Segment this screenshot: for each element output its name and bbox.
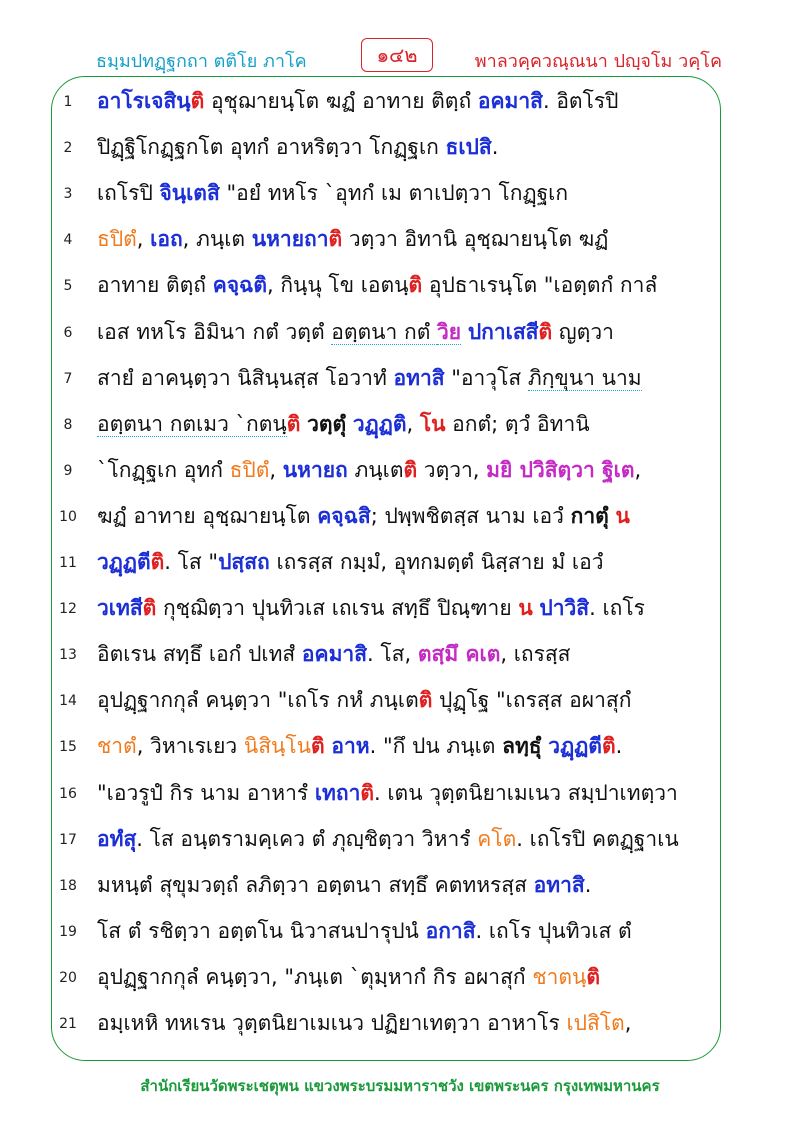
line-number: 5 (63, 278, 73, 295)
line-number: 15 (59, 739, 77, 756)
text-segment: กุชฺฌิตฺวา ปุนทิวเส เถเรน สทฺธึ ปิณฺฑาย (156, 596, 519, 621)
text-segment: . โส, (367, 642, 418, 667)
text-segment: , (624, 1011, 632, 1035)
text-segment: เอส ทหโร อิมินา กตํ วตฺตํ (97, 319, 332, 344)
line-text (97, 727, 722, 765)
line-text (97, 82, 722, 120)
text-segment: จินฺเตสิ (159, 181, 220, 206)
line-number: 13 (59, 647, 77, 664)
line-text (97, 174, 722, 212)
text-line (0, 912, 800, 950)
text-segment: , ภนฺเต (182, 227, 252, 252)
text-segment: นิสินฺโน (243, 734, 312, 759)
publisher-footer: สำนักเรียนวัดพระเชตุพน แขวงพระบรมมหาราชวัง เขตพระนคร กรุงเทพมหานคร (140, 1077, 660, 1095)
text-line (0, 681, 800, 719)
line-text (97, 958, 722, 996)
text-segment: ติ (142, 596, 157, 621)
text-segment: น (518, 596, 533, 621)
text-segment: เถรสฺส กมฺมํ, อุทกมตฺตํ นิสฺสาย มํ เอวํ (269, 550, 604, 574)
text-segment: ภนฺเต (347, 457, 404, 482)
line-text (97, 220, 722, 258)
text-segment: เปสิโต (566, 1011, 625, 1035)
text-segment: สายํ อาคนฺตฺวา นิสินฺนสฺส โอวาทํ (97, 365, 394, 390)
line-number: 20 (59, 969, 77, 986)
text-segment: ติ (408, 273, 423, 298)
text-segment: ธปิตํ (229, 457, 270, 482)
text-line (0, 220, 800, 258)
line-number: 4 (63, 232, 73, 249)
text-segment: วตฺตุํ (307, 411, 347, 436)
text-segment (346, 412, 353, 436)
line-number: 18 (59, 877, 77, 894)
text-line (0, 958, 800, 996)
text-segment: วตฺวา อิทานิ อุชฺฌายนฺโต ฆฏํ (342, 227, 609, 252)
text-segment: มหนฺตํ สุขุมวตฺถํ ลภิตฺวา อตฺตนา สทฺธึ คตทหรสฺส (97, 872, 534, 897)
text-segment: , กินฺนุ โข เอตนฺ (266, 273, 409, 298)
text-segment: , (269, 457, 283, 482)
line-text (97, 589, 722, 627)
text-segment: , (634, 457, 642, 482)
line-number: 9 (63, 462, 73, 479)
text-segment: อคมาสิ (301, 642, 368, 667)
line-number: 14 (59, 693, 77, 710)
line-text (97, 405, 722, 443)
text-segment: โน (419, 411, 446, 436)
text-line (0, 451, 800, 489)
text-segment: นหายถ (282, 457, 348, 482)
text-line (0, 497, 800, 535)
text-segment: . "กึ ปน ภนฺเต (369, 734, 503, 759)
text-segment: ญตฺวา (552, 319, 614, 344)
text-segment: ฆฏํ อาทาย อุชฺฌายนฺโต (97, 503, 318, 528)
text-segment: ติ (418, 688, 433, 713)
line-text (97, 451, 722, 489)
line-number: 1 (63, 94, 73, 110)
text-line (0, 635, 800, 673)
text-segment: ปุฏฺโฐ "เถรสฺส อผาสุกํ (432, 688, 632, 713)
text-segment: , (136, 227, 151, 252)
line-text (97, 635, 722, 673)
text-segment: . (584, 872, 592, 897)
text-line (0, 774, 800, 812)
page-number: ๑๔๒ (361, 38, 433, 72)
line-number: 7 (63, 370, 73, 387)
text-segment: อกตํ; ตฺวํ อิทานิ (445, 411, 590, 436)
text-segment: ปาวิสิ (539, 596, 590, 621)
text-segment: . โส อนฺตรามคฺเคว ตํ ภุญฺชิตฺวา วิหารํ (136, 826, 478, 851)
text-segment: . เถโรปิ คตฏฺฐาเน (516, 826, 679, 851)
text-segment: , เถรสฺส (500, 642, 571, 667)
text-segment: น (615, 503, 630, 528)
text-line (0, 266, 800, 304)
text-segment: ติ (538, 319, 553, 344)
text-segment: อุปฏฺฐากกุลํ คนฺตฺวา, "ภนฺเต `ตุมฺหากํ กิร อผาสุกํ (97, 964, 533, 989)
text-segment: . เตน วุตฺตนิยาเมเนว สมฺปาเทตฺวา (374, 780, 678, 805)
text-segment: วฏฺฏติ (352, 411, 407, 436)
text-segment: อาทาย ติตฺถํ (97, 273, 213, 298)
text-segment: เทถา (314, 780, 361, 805)
text-segment: . (615, 734, 623, 759)
text-line (0, 820, 800, 858)
text-line (0, 359, 800, 397)
line-number: 2 (63, 140, 73, 157)
text-segment: . (491, 135, 499, 160)
text-segment: วเทสี (97, 596, 143, 621)
text-segment: อุปฏฺฐากกุลํ คนฺตฺวา "เถโร กหํ ภนฺเต (97, 688, 419, 713)
text-line (0, 82, 800, 120)
text-segment: ธปิตํ (97, 227, 137, 252)
line-number: 19 (59, 923, 77, 940)
text-segment: . เถโร (589, 596, 645, 621)
text-segment: วตฺวา, (417, 457, 487, 482)
text-segment: คจฺฉติ (212, 273, 267, 298)
text-segment: . เถโร ปุนทิวเส ตํ (475, 918, 632, 943)
text-segment: อทาสิ (393, 365, 445, 390)
text-segment (461, 320, 468, 344)
text-segment: ติ (190, 89, 205, 113)
text-segment: ชาตํ (97, 734, 137, 759)
line-number: 8 (63, 416, 73, 433)
text-line (0, 128, 800, 166)
line-number: 21 (59, 1016, 77, 1032)
line-text (97, 1004, 722, 1042)
line-text (97, 497, 722, 535)
text-segment: ปสฺสถ (218, 550, 270, 574)
text-segment: อตฺตนา กตํ (331, 319, 438, 344)
text-line (0, 174, 800, 212)
text-segment: มยิ ปวิสิตฺวา ฐิเต (486, 457, 635, 482)
text-segment: ติ (403, 457, 418, 482)
line-number: 16 (59, 785, 77, 802)
text-segment: อาห (331, 734, 370, 759)
text-segment: อตฺตนา กตเมว `กตนฺ (97, 411, 287, 436)
line-number: 11 (59, 555, 77, 571)
text-segment: อาโรเจสินฺ (97, 89, 191, 113)
text-line (0, 543, 800, 581)
text-segment: อิตเรน สทฺธึ เอกํ ปเทสํ (97, 642, 302, 667)
text-segment: วฏฺฏตี (97, 550, 151, 574)
text-segment: ปิฏฺฐิโกฏฺฐกโต อุทกํ อาหริตฺวา โกฏฺฐเก (97, 135, 446, 160)
text-line (0, 1004, 800, 1042)
chapter-title: พาลวคฺควณฺณนา ปญฺจโม วคฺโค (474, 51, 722, 72)
text-segment: ตสฺมึ คเต (417, 642, 501, 667)
book-title: ธมฺมปทฏฺฐกถา ตติโย ภาโค (96, 51, 307, 72)
text-segment: ติ (328, 227, 343, 252)
text-segment: อทาสิ (533, 872, 585, 897)
text-segment: ติ (311, 734, 325, 759)
text-segment: โส ตํ รชิตฺวา อตฺตโน นิวาสนปารุปนํ (97, 918, 426, 943)
text-line (0, 589, 800, 627)
text-segment: ภิกฺขุนา นาม (527, 365, 642, 390)
text-segment: วฏฺฏตี (548, 734, 602, 759)
text-line (0, 866, 800, 904)
text-segment: `โกฏฺฐเก อุทกํ (97, 457, 230, 482)
line-text (97, 266, 722, 304)
text-segment: ลทฺธุํ (502, 734, 542, 759)
text-segment: ติ (360, 780, 375, 805)
text-segment: เอถ (150, 227, 183, 252)
text-segment: ชาตนฺ (532, 964, 587, 989)
text-segment: ติ (286, 411, 301, 436)
page-header (0, 38, 800, 78)
text-segment: ติ (601, 734, 616, 759)
text-line (0, 313, 800, 351)
text-segment: ติ (586, 964, 600, 989)
text-segment: อมฺเหหิ ทหเรน วุตฺตนิยาเมเนว ปฏิยาเทตฺวา อาหาโร (97, 1011, 567, 1035)
text-segment: ปกาเสสี (467, 319, 539, 344)
text-segment: อทํสุ (97, 826, 137, 851)
line-number: 10 (59, 508, 77, 525)
text-segment: เถโรปิ (97, 181, 160, 206)
text-segment: "อาวุโส (444, 365, 528, 390)
text-segment: ; ปพฺพชิตสฺส นาม เอวํ (370, 503, 571, 528)
text-segment: อุชุฌายนฺโต ฆฏํ อาทาย ติตฺถํ (204, 89, 478, 113)
text-segment: อคมาสิ (477, 89, 543, 113)
line-text (97, 912, 722, 950)
line-text (97, 313, 722, 351)
text-segment: ติ (150, 550, 165, 574)
text-segment: ธเปสิ (445, 135, 492, 160)
text-segment: คโต (477, 826, 517, 851)
text-segment: นหายถา (251, 227, 329, 252)
line-text (97, 359, 722, 397)
text-segment: คจฺฉสิ (317, 503, 371, 528)
line-number: 3 (63, 186, 73, 203)
line-number: 12 (59, 601, 77, 618)
text-segment: , วิหาเรเยว (136, 734, 244, 759)
text-segment: "เอวรูปํ กิร นาม อาหารํ (97, 780, 315, 805)
line-text (97, 774, 722, 812)
text-segment: "อยํ ทหโร `อุทกํ เม ตาเปตฺวา โกฏฺฐเก (219, 181, 569, 206)
line-text (97, 820, 722, 858)
text-segment: อกาสิ (425, 918, 476, 943)
text-line (0, 727, 800, 765)
text-segment: . อิตโรปิ (542, 89, 619, 113)
line-number: 6 (63, 324, 73, 341)
line-text (97, 543, 722, 581)
text-segment: . โส " (164, 550, 219, 574)
line-number: 17 (59, 831, 77, 848)
text-segment: วิย (437, 319, 462, 344)
text-segment: อุปธาเรนฺโต "เอตฺตกํ กาลํ (422, 273, 658, 298)
text-segment: กาตุํ (570, 503, 609, 528)
line-text (97, 681, 722, 719)
text-segment: , (406, 411, 420, 436)
line-text (97, 866, 722, 904)
line-text (97, 128, 722, 166)
text-line (0, 405, 800, 443)
